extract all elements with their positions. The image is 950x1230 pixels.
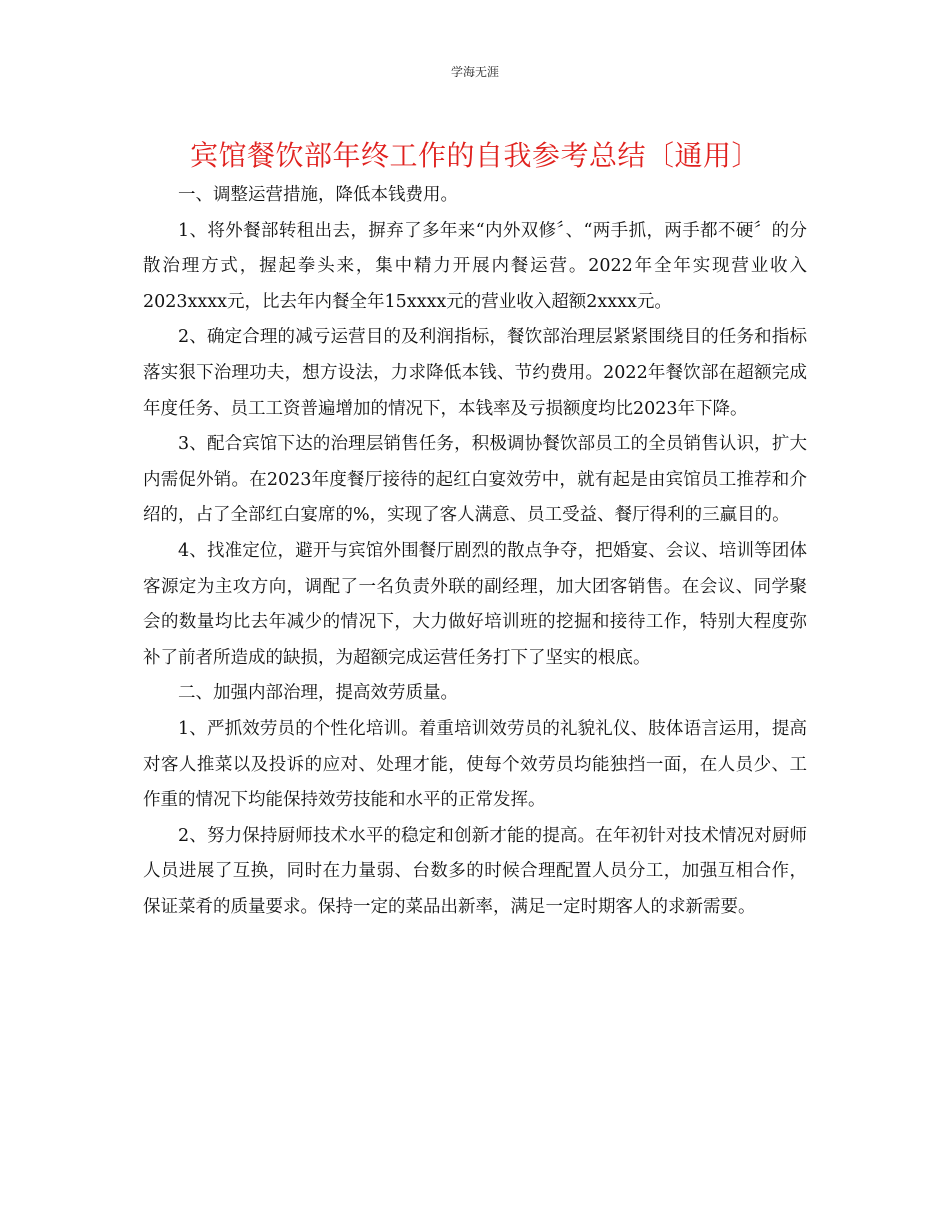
document-body [143, 178, 807, 925]
document-title: 宾馆餐饮部年终工作的自我参考总结〔通用〕 [189, 139, 760, 172]
paragraph: 2、努力保持厨师技术水平的稳定和创新才能的提高。在年初针对技术情况对厨师人员进展了互换，同时在力量弱、台数多的时候合理配置人员分工，加强互相合作，保证菜肴的质量要求。保持一定的菜品出新率，满足一定时期客人的求新需要。 [143, 825, 807, 917]
paragraph: 4、找准定位，避开与宾馆外围餐厅剧烈的散点争夺，把婚宴、会议、培训等团体客源定为主攻方向，调配了一名负责外联的副经理，加大团客销售。在会议、同学聚会的数量均比去年减少的情况下，大力做好培训班的挖掘和接待工作，特别大程度弥补了前者所造成的缺损，为超额完成运营任务打下了坚实的根底。 [143, 540, 807, 668]
page-header: 学海无涯 [450, 65, 499, 79]
paragraph: 2、确定合理的减亏运营目的及利润指标，餐饮部治理层紧紧围绕目的任务和指标落实狠下治理功夫，想方设法，力求降低本钱、节约费用。2022年餐饮部在超额完成年度任务、员工工资普遍增加的情况下，本钱率及亏损额度均比2023年下降。 [143, 327, 807, 419]
paragraph: 1、严抓效劳员的个性化培训。着重培训效劳员的礼貌礼仪、肢体语言运用，提高对客人推菜以及投诉的应对、处理才能，使每个效劳员均能独挡一面，在人员少、工作重的情况下均能保持效劳技能和水平的正常发挥。 [143, 718, 807, 811]
paragraph: 3、配合宾馆下达的治理层销售任务，积极调协餐饮部员工的全员销售认识，扩大内需促外销。在2023年度餐厅接待的起红白宴效劳中，就有起是由宾馆员工推荐和介绍的，占了全部红白宴席的%，实现了客人满意、员工受益、餐厅得利的三赢目的。 [143, 434, 807, 526]
section-heading-2: 二、加强内部治理，提高效劳质量。 [178, 683, 458, 704]
paragraph: 1、将外餐部转租出去，摒弃了多年来“内外双修〞、“两手抓，两手都不硬〞的分散治理方式，握起拳头来，集中精力开展内餐运营。2022年全年实现营业收入2023xxxx元，比去年内餐全年15xxxx元的营业收入超额2xxxx元。 [143, 220, 807, 312]
section-heading-1: 一、调整运营措施，降低本钱费用。 [178, 185, 458, 205]
